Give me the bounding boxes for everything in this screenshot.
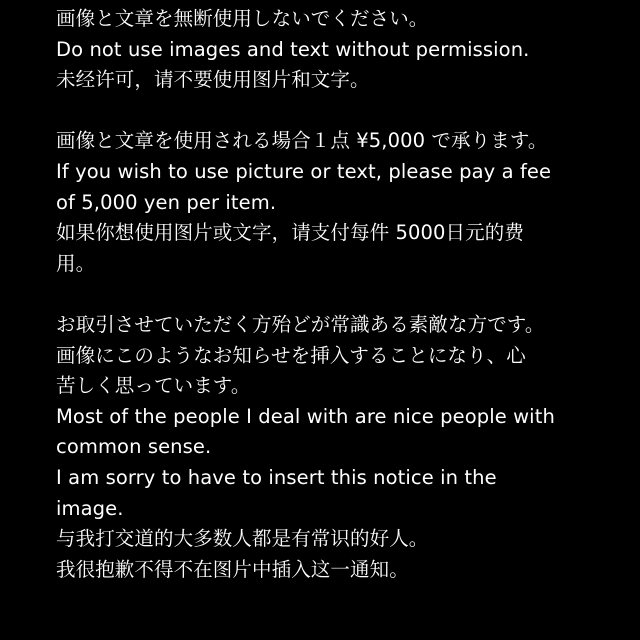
notice-paragraph-apology — [56, 310, 616, 585]
notice-line: common sense. — [56, 435, 212, 459]
notice-line: 未经许可，请不要使用图片和文字。 — [56, 68, 370, 92]
notice-line: of 5,000 yen per item. — [56, 190, 277, 214]
notice-paragraph-no-use — [56, 4, 616, 96]
notice-line: 苦しく思っています。 — [56, 374, 251, 398]
notice-line: 与我打交道的大多数人都是有常识的好人。 — [56, 527, 429, 551]
notice-line: If you wish to use picture or text, please pay a fee — [56, 159, 552, 183]
notice-line: 画像にこのようなお知らせを挿入することになり、心 — [56, 343, 526, 367]
notice-paragraph-fee — [56, 126, 616, 279]
notice-line: お取引させていただく方殆どが常識ある素敵な方です。 — [56, 312, 545, 336]
paragraph-spacer — [56, 279, 616, 310]
notice-line: 画像と文章を無断使用しないでください。 — [56, 7, 429, 30]
paragraph-spacer — [56, 96, 616, 127]
notice-line: 如果你想使用图片或文字，请支付每件 5000日元的费 — [56, 221, 524, 245]
notice-line: Most of the people I deal with are nice people with — [56, 404, 555, 428]
notice-line: 画像と文章を使用される場合１点 ¥5,000 で承ります。 — [56, 129, 548, 153]
notice-line: 用。 — [56, 251, 96, 275]
notice-line: Do not use images and text without permission. — [56, 37, 530, 61]
notice-text-block — [56, 4, 616, 585]
notice-line: 我很抱歉不得不在图片中插入这一通知。 — [56, 557, 409, 581]
notice-line: I am sorry to have to insert this notice in the — [56, 465, 497, 489]
notice-line: image. — [56, 496, 124, 520]
